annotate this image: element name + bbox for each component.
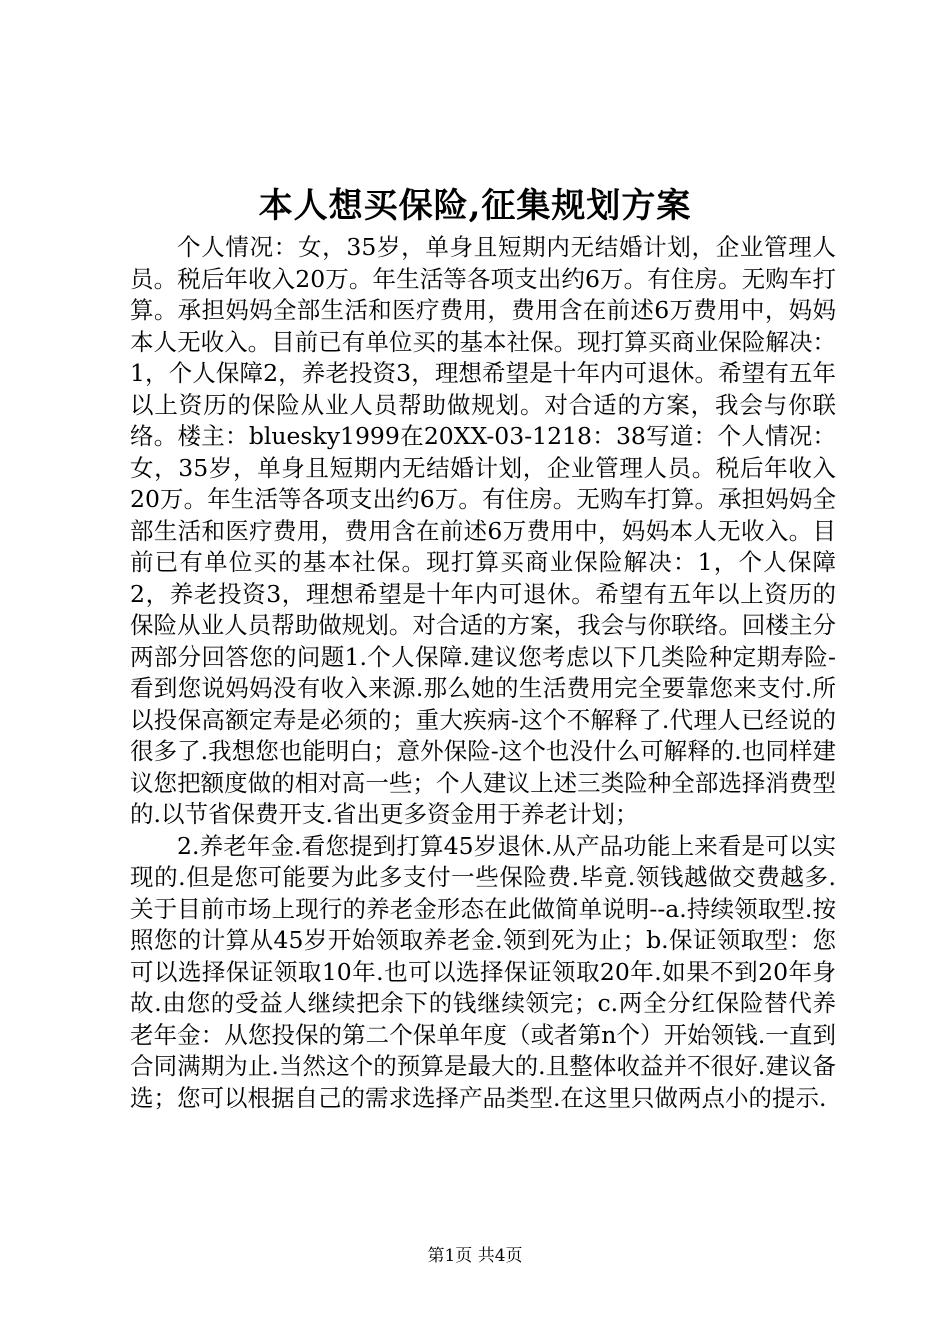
document-body [130,232,836,1114]
page-footer: 第1页 共4页 [427,1246,523,1266]
paragraph-personal-situation: 个人情况：女，35岁，单身且短期内无结婚计划，企业管理人员。税后年收入20万。年生活等各项支出约6万。有住房。无购车打算。承担妈妈全部生活和医疗费用，费用含在前述6万费用中，妈妈本人无收入。目前已有单位买的基本社保。现打算买商业保险解决：1，个人保障2，养老投资3，理想希望是十年内可退休。希望有五年以上资历的保险从业人员帮助做规划。对合适的方案，我会与你联络。楼主：bluesky1999在20XX-03-1218：38写道：个人情况：女，35岁，单身且短期内无结婚计划，企业管理人员。税后年收入20万。年生活等各项支出约6万。有住房。无购车打算。承担妈妈全部生活和医疗费用，费用含在前述6万费用中，妈妈本人无收入。目前已有单位买的基本社保。现打算买商业保险解决：1，个人保障2，养老投资3，理想希望是十年内可退休。希望有五年以上资历的保险从业人员帮助做规划。对合适的方案，我会与你联络。回楼主分两部分回答您的问题1.个人保障.建议您考虑以下几类险种定期寿险-看到您说妈妈没有收入来源.那么她的生活费用完全要靠您来支付.所以投保高额定寿是必须的；重大疾病-这个不解释了.代理人已经说的很多了.我想您也能明白；意外保险-这个也没什么可解释的.也同样建议您把额度做的相对高一些；个人建议上述三类险种全部选择消费型的.以节省保费开支.省出更多资金用于养老计划； [130,233,836,828]
paragraph-pension-annuity: 2.养老年金.看您提到打算45岁退休.从产品功能上来看是可以实现的.但是您可能要为此多支付一些保险费.毕竟.领钱越做交费越多.关于目前市场上现行的养老金形态在此做简单说明--a.持续领取型.按照您的计算从45岁开始领取养老金.领到死为止；b.保证领取型：您可以选择保证领取10年.也可以选择保证领取20年.如果不到20年身故.由您的受益人继续把余下的钱继续领完；c.两全分红保险替代养老年金：从您投保的第二个保单年度（或者第n个）开始领钱.一直到合同满期为止.当然这个的预算是最大的.且整体收益并不很好.建议备选；您可以根据自己的需求选择产品类型.在这里只做两点小的提示. [130,831,836,1112]
document-title: 本人想买保险,征集规划方案 [258,186,692,226]
